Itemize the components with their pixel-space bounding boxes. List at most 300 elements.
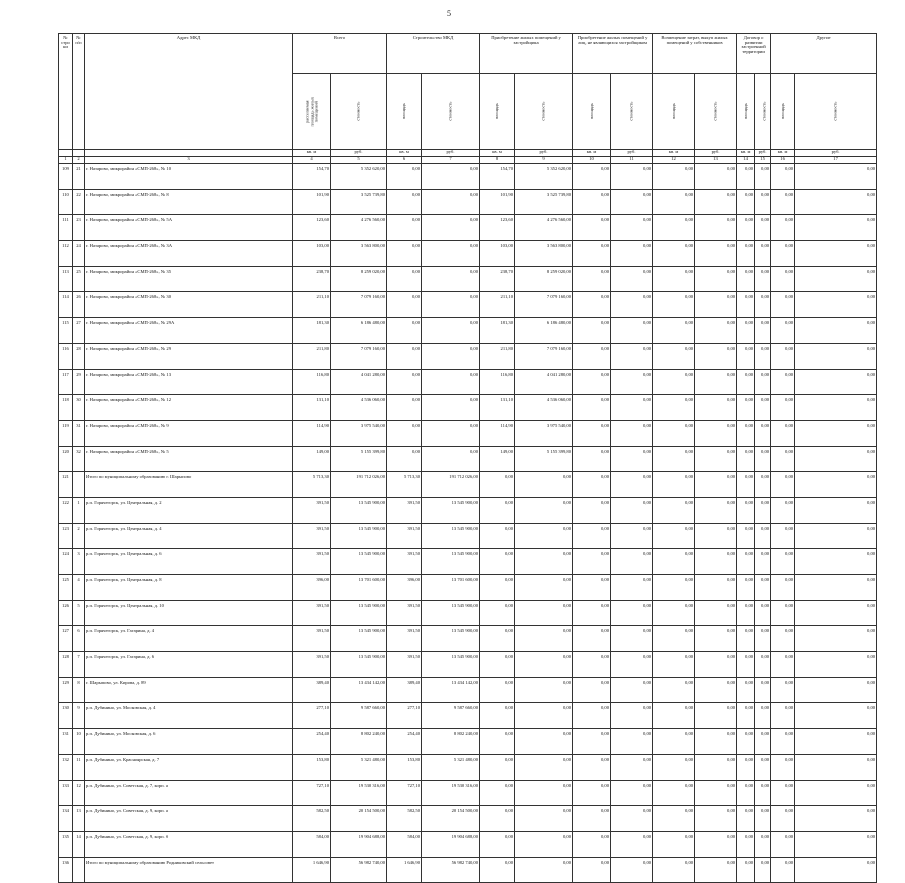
area-cell: 0,00	[573, 395, 611, 421]
area-cell: 0,00	[653, 600, 695, 626]
header-sub-label: стоимость	[628, 101, 634, 121]
area-cell: 0,00	[737, 729, 755, 755]
area-cell: 103,00	[480, 241, 515, 267]
cost-cell: 0,00	[515, 677, 573, 703]
cost-cell: 0,00	[795, 318, 877, 344]
cost-cell: 0,00	[795, 266, 877, 292]
cost-cell: 0,00	[611, 754, 653, 780]
area-cell: 0,00	[653, 472, 695, 498]
cost-cell: 0,00	[611, 626, 653, 652]
address-cell: г. Шарыпово, ул. Кирова, д. 89	[85, 677, 293, 703]
area-cell: 0,00	[573, 549, 611, 575]
row-number: 110	[59, 189, 73, 215]
table-row	[59, 806, 877, 832]
cost-cell: 0,00	[422, 369, 480, 395]
item-number: 13	[73, 806, 85, 832]
header-unit-empty	[59, 150, 73, 157]
header-group-construction: Строительство МКД	[387, 34, 480, 74]
area-cell: 0,00	[573, 780, 611, 806]
cost-cell: 19 530 316,00	[422, 780, 480, 806]
cost-cell: 13 701 600,00	[422, 575, 480, 601]
area-cell: 391,50	[293, 626, 331, 652]
address-cell: р.п. Горячегорск, ул. Гагарина, д. 4	[85, 626, 293, 652]
area-cell: 0,00	[737, 523, 755, 549]
cost-cell: 0,00	[795, 292, 877, 318]
header-unit: руб.	[755, 150, 771, 157]
cost-cell: 0,00	[795, 472, 877, 498]
table-row	[59, 575, 877, 601]
cost-cell: 0,00	[611, 652, 653, 678]
cost-cell: 0,00	[695, 343, 737, 369]
row-number: 122	[59, 497, 73, 523]
area-cell: 0,00	[573, 189, 611, 215]
area-cell: 181,30	[480, 318, 515, 344]
row-number: 109	[59, 164, 73, 190]
area-cell: 582,50	[387, 806, 422, 832]
header-column-number: 1	[59, 157, 73, 164]
item-number: 10	[73, 729, 85, 755]
cost-cell: 13 701 600,00	[331, 575, 387, 601]
cost-cell: 0,00	[755, 446, 771, 472]
area-cell: 0,00	[573, 523, 611, 549]
header-sub-label: расселяемая площадь жилых помещений	[303, 96, 318, 127]
area-cell: 0,00	[573, 729, 611, 755]
area-cell: 131,10	[293, 395, 331, 421]
area-cell: 0,00	[771, 549, 795, 575]
area-cell: 149,00	[293, 446, 331, 472]
cost-cell: 0,00	[515, 523, 573, 549]
area-cell: 0,00	[771, 420, 795, 446]
header-unit: кв. м	[387, 150, 422, 157]
header-sub-label: стоимость	[832, 101, 838, 121]
area-cell: 0,00	[771, 343, 795, 369]
cost-cell: 0,00	[695, 497, 737, 523]
area-cell: 0,00	[771, 189, 795, 215]
header-column-number: 6	[387, 157, 422, 164]
area-cell: 0,00	[573, 292, 611, 318]
area-cell: 0,00	[573, 420, 611, 446]
area-cell: 0,00	[771, 703, 795, 729]
header-unit-empty	[73, 150, 85, 157]
header-group-purchase-others: Приобретение жилых помещений у лиц, не являющихся застройщиком	[573, 34, 653, 74]
header-sub-label: стоимость	[712, 101, 718, 121]
row-number: 114	[59, 292, 73, 318]
area-cell: 238,70	[480, 266, 515, 292]
cost-cell: 5 352 620,00	[515, 164, 573, 190]
area-cell: 0,00	[653, 292, 695, 318]
area-cell: 0,00	[771, 652, 795, 678]
cost-cell: 0,00	[611, 780, 653, 806]
header-column-number: 17	[795, 157, 877, 164]
cost-cell: 0,00	[795, 575, 877, 601]
header-column-number: 10	[573, 157, 611, 164]
area-cell: 0,00	[737, 292, 755, 318]
cost-cell: 0,00	[755, 549, 771, 575]
area-cell: 0,00	[653, 164, 695, 190]
area-cell: 0,00	[573, 652, 611, 678]
item-number: 23	[73, 215, 85, 241]
cost-cell: 0,00	[695, 266, 737, 292]
address-cell: р.п. Дубинино, ул. Московская, д. 6	[85, 729, 293, 755]
cost-cell: 0,00	[695, 600, 737, 626]
cost-cell: 0,00	[611, 472, 653, 498]
area-cell: 0,00	[573, 266, 611, 292]
area-cell: 0,00	[653, 575, 695, 601]
item-number: 26	[73, 292, 85, 318]
cost-cell: 0,00	[695, 420, 737, 446]
cost-cell: 8 802 240,00	[331, 729, 387, 755]
row-number: 119	[59, 420, 73, 446]
item-number: 24	[73, 241, 85, 267]
header-address: Адрес МКД	[85, 34, 293, 150]
header-item-number: № п/п	[73, 34, 85, 150]
row-number: 136	[59, 857, 73, 883]
area-cell: 0,00	[737, 652, 755, 678]
cost-cell: 0,00	[755, 420, 771, 446]
area-cell: 0,00	[480, 703, 515, 729]
header-unit: кв. м	[653, 150, 695, 157]
area-cell: 0,00	[771, 318, 795, 344]
row-number: 133	[59, 780, 73, 806]
area-cell: 391,50	[293, 523, 331, 549]
row-number: 117	[59, 369, 73, 395]
header-unit: руб.	[695, 150, 737, 157]
cost-cell: 0,00	[695, 729, 737, 755]
resettlement-table-wrapper	[58, 33, 877, 883]
cost-cell: 0,00	[695, 164, 737, 190]
area-cell: 153,80	[293, 754, 331, 780]
table-row	[59, 266, 877, 292]
area-cell: 0,00	[387, 395, 422, 421]
row-number: 115	[59, 318, 73, 344]
area-cell: 389,40	[293, 677, 331, 703]
item-number: 14	[73, 831, 85, 857]
item-number: 21	[73, 164, 85, 190]
area-cell: 0,00	[771, 626, 795, 652]
row-number: 116	[59, 343, 73, 369]
cost-cell: 0,00	[515, 806, 573, 832]
area-cell: 0,00	[771, 780, 795, 806]
header-group-compensation: Возмещение затрат, выкуп жилых помещений у собственников	[653, 34, 737, 74]
area-cell: 0,00	[387, 164, 422, 190]
cost-cell: 13 434 142,00	[422, 677, 480, 703]
cost-cell: 0,00	[695, 549, 737, 575]
cost-cell: 0,00	[795, 189, 877, 215]
cost-cell: 5 352 620,00	[331, 164, 387, 190]
cost-cell: 0,00	[695, 241, 737, 267]
area-cell: 0,00	[737, 266, 755, 292]
header-unit: руб.	[422, 150, 480, 157]
area-cell: 0,00	[653, 626, 695, 652]
table-row	[59, 677, 877, 703]
area-cell: 211,10	[293, 292, 331, 318]
cost-cell: 13 545 900,00	[331, 652, 387, 678]
table-row	[59, 780, 877, 806]
cost-cell: 191 712 026,00	[422, 472, 480, 498]
address-cell: г. Назарово, микрорайон «СМП-268», № 29А	[85, 318, 293, 344]
header-unit-empty	[85, 150, 293, 157]
area-cell: 0,00	[737, 420, 755, 446]
area-cell: 0,00	[480, 549, 515, 575]
header-sub-area	[293, 74, 331, 150]
area-cell: 0,00	[737, 241, 755, 267]
cost-cell: 0,00	[611, 395, 653, 421]
cost-cell: 0,00	[422, 189, 480, 215]
area-cell: 0,00	[653, 241, 695, 267]
area-cell: 0,00	[573, 575, 611, 601]
table-row	[59, 420, 877, 446]
cost-cell: 0,00	[795, 549, 877, 575]
header-sub-label: площадь	[742, 103, 748, 120]
cost-cell: 19 904 688,00	[422, 831, 480, 857]
cost-cell: 4 041 280,00	[331, 369, 387, 395]
cost-cell: 9 587 660,00	[422, 703, 480, 729]
cost-cell: 0,00	[611, 343, 653, 369]
table-row	[59, 857, 877, 883]
cost-cell: 13 545 900,00	[422, 600, 480, 626]
cost-cell: 13 545 900,00	[422, 549, 480, 575]
cost-cell: 0,00	[795, 677, 877, 703]
cost-cell: 56 982 740,00	[422, 857, 480, 883]
cost-cell: 4 041 280,00	[515, 369, 573, 395]
area-cell: 0,00	[480, 729, 515, 755]
cost-cell: 3 525 739,80	[331, 189, 387, 215]
area-cell: 116,80	[480, 369, 515, 395]
header-column-number: 12	[653, 157, 695, 164]
address-cell: р.п. Дубинино, ул. Красноярская, д. 7	[85, 754, 293, 780]
row-number: 124	[59, 549, 73, 575]
row-number: 129	[59, 677, 73, 703]
cost-cell: 0,00	[611, 241, 653, 267]
cost-cell: 0,00	[695, 472, 737, 498]
cost-cell: 0,00	[695, 369, 737, 395]
header-sub-cost	[695, 74, 737, 150]
area-cell: 103,00	[293, 241, 331, 267]
table-row	[59, 626, 877, 652]
cost-cell: 0,00	[755, 703, 771, 729]
header-column-number: 2	[73, 157, 85, 164]
area-cell: 0,00	[573, 164, 611, 190]
area-cell: 0,00	[573, 600, 611, 626]
area-cell: 0,00	[771, 395, 795, 421]
cost-cell: 56 982 740,00	[331, 857, 387, 883]
cost-cell: 0,00	[695, 215, 737, 241]
table-row	[59, 549, 877, 575]
area-cell: 254,40	[293, 729, 331, 755]
area-cell: 0,00	[771, 215, 795, 241]
cost-cell: 0,00	[422, 318, 480, 344]
cost-cell: 0,00	[695, 523, 737, 549]
area-cell: 254,40	[387, 729, 422, 755]
cost-cell: 20 154 500,00	[422, 806, 480, 832]
cost-cell: 0,00	[422, 266, 480, 292]
cost-cell: 13 545 900,00	[331, 497, 387, 523]
area-cell: 0,00	[653, 266, 695, 292]
area-cell: 0,00	[573, 369, 611, 395]
row-number: 120	[59, 446, 73, 472]
area-cell: 0,00	[771, 729, 795, 755]
table-row	[59, 523, 877, 549]
cost-cell: 0,00	[611, 831, 653, 857]
area-cell: 5 713,30	[293, 472, 331, 498]
area-cell: 0,00	[480, 806, 515, 832]
area-cell: 0,00	[737, 703, 755, 729]
area-cell: 114,90	[480, 420, 515, 446]
table-row	[59, 600, 877, 626]
header-unit: кв. м	[573, 150, 611, 157]
cost-cell: 20 154 500,00	[331, 806, 387, 832]
cost-cell: 8 802 240,00	[422, 729, 480, 755]
cost-cell: 4 276 560,00	[515, 215, 573, 241]
header-sub-label: стоимость	[761, 101, 767, 121]
cost-cell: 0,00	[611, 575, 653, 601]
area-cell: 0,00	[387, 369, 422, 395]
item-number: 9	[73, 703, 85, 729]
address-cell: р.п. Горячегорск, ул. Центральная, д. 6	[85, 549, 293, 575]
cost-cell: 0,00	[695, 575, 737, 601]
address-cell: г. Назарово, микрорайон «СМП-268», № 5А	[85, 215, 293, 241]
area-cell: 0,00	[573, 215, 611, 241]
cost-cell: 0,00	[795, 343, 877, 369]
row-number: 118	[59, 395, 73, 421]
area-cell: 0,00	[771, 497, 795, 523]
cost-cell: 3 563 800,00	[331, 241, 387, 267]
header-sub-cost	[331, 74, 387, 150]
area-cell: 0,00	[737, 215, 755, 241]
row-number: 128	[59, 652, 73, 678]
item-number: 3	[73, 549, 85, 575]
address-cell: г. Назарово, микрорайон «СМП-268», № 3А	[85, 241, 293, 267]
cost-cell: 5 321 480,00	[422, 754, 480, 780]
header-sub-area	[737, 74, 755, 150]
cost-cell: 13 545 900,00	[422, 523, 480, 549]
cost-cell: 13 545 900,00	[331, 549, 387, 575]
cost-cell: 0,00	[611, 420, 653, 446]
item-number: 11	[73, 754, 85, 780]
cost-cell: 13 545 900,00	[331, 523, 387, 549]
cost-cell: 0,00	[795, 652, 877, 678]
area-cell: 0,00	[737, 677, 755, 703]
area-cell: 0,00	[737, 369, 755, 395]
area-cell: 123,60	[293, 215, 331, 241]
area-cell: 0,00	[737, 446, 755, 472]
cost-cell: 3 563 800,00	[515, 241, 573, 267]
header-unit: кв. м	[480, 150, 515, 157]
area-cell: 391,50	[387, 652, 422, 678]
area-cell: 211,10	[480, 292, 515, 318]
area-cell: 0,00	[653, 523, 695, 549]
cost-cell: 0,00	[422, 215, 480, 241]
area-cell: 0,00	[480, 780, 515, 806]
cost-cell: 0,00	[755, 652, 771, 678]
area-cell: 0,00	[387, 266, 422, 292]
cost-cell: 0,00	[695, 395, 737, 421]
cost-cell: 0,00	[611, 318, 653, 344]
cost-cell: 0,00	[755, 677, 771, 703]
page-number: 5	[447, 9, 451, 18]
area-cell: 391,50	[387, 626, 422, 652]
area-cell: 0,00	[771, 754, 795, 780]
area-cell: 0,00	[573, 754, 611, 780]
cost-cell: 0,00	[795, 806, 877, 832]
area-cell: 0,00	[573, 857, 611, 883]
cost-cell: 0,00	[611, 446, 653, 472]
table-body	[59, 164, 877, 883]
cost-cell: 0,00	[422, 446, 480, 472]
header-sub-cost	[755, 74, 771, 150]
cost-cell: 13 545 900,00	[422, 626, 480, 652]
area-cell: 0,00	[771, 241, 795, 267]
cost-cell: 0,00	[755, 806, 771, 832]
area-cell: 0,00	[480, 754, 515, 780]
table-row	[59, 164, 877, 190]
area-cell: 154,70	[480, 164, 515, 190]
address-cell: р.п. Горячегорск, ул. Центральная, д. 10	[85, 600, 293, 626]
cost-cell: 0,00	[611, 497, 653, 523]
table-row	[59, 369, 877, 395]
address-cell: г. Назарово, микрорайон «СМП-268», № 9	[85, 420, 293, 446]
item-number	[73, 857, 85, 883]
area-cell: 0,00	[387, 343, 422, 369]
cost-cell: 0,00	[422, 164, 480, 190]
area-cell: 391,50	[387, 497, 422, 523]
area-cell: 1 646,90	[293, 857, 331, 883]
address-cell: Итого по муниципальному образованию г. Шарыпово	[85, 472, 293, 498]
cost-cell: 0,00	[611, 215, 653, 241]
cost-cell: 0,00	[611, 189, 653, 215]
cost-cell: 13 545 900,00	[422, 652, 480, 678]
item-number: 12	[73, 780, 85, 806]
area-cell: 0,00	[573, 831, 611, 857]
area-cell: 0,00	[653, 446, 695, 472]
header-unit: кв. м	[771, 150, 795, 157]
cost-cell: 191 712 026,00	[331, 472, 387, 498]
cost-cell: 0,00	[695, 857, 737, 883]
cost-cell: 4 536 060,00	[331, 395, 387, 421]
cost-cell: 7 079 160,00	[331, 343, 387, 369]
cost-cell: 0,00	[422, 292, 480, 318]
cost-cell: 0,00	[611, 857, 653, 883]
cost-cell: 0,00	[515, 600, 573, 626]
address-cell: г. Назарово, микрорайон «СМП-268», № 10	[85, 164, 293, 190]
cost-cell: 0,00	[515, 729, 573, 755]
area-cell: 0,00	[771, 292, 795, 318]
row-number: 123	[59, 523, 73, 549]
header-column-number: 7	[422, 157, 480, 164]
area-cell: 391,50	[293, 652, 331, 678]
area-cell: 0,00	[771, 446, 795, 472]
cost-cell: 0,00	[795, 241, 877, 267]
header-column-number: 13	[695, 157, 737, 164]
area-cell: 0,00	[480, 677, 515, 703]
area-cell: 0,00	[387, 241, 422, 267]
cost-cell: 0,00	[795, 626, 877, 652]
cost-cell: 0,00	[795, 497, 877, 523]
area-cell: 123,60	[480, 215, 515, 241]
area-cell: 0,00	[387, 420, 422, 446]
header-unit: руб.	[515, 150, 573, 157]
cost-cell: 0,00	[755, 343, 771, 369]
item-number: 4	[73, 575, 85, 601]
table-row	[59, 729, 877, 755]
cost-cell: 0,00	[611, 164, 653, 190]
row-number: 130	[59, 703, 73, 729]
item-number: 5	[73, 600, 85, 626]
cost-cell: 0,00	[611, 703, 653, 729]
header-column-numbers-row	[59, 157, 877, 164]
cost-cell: 0,00	[755, 266, 771, 292]
header-sub-label: стоимость	[540, 101, 546, 121]
